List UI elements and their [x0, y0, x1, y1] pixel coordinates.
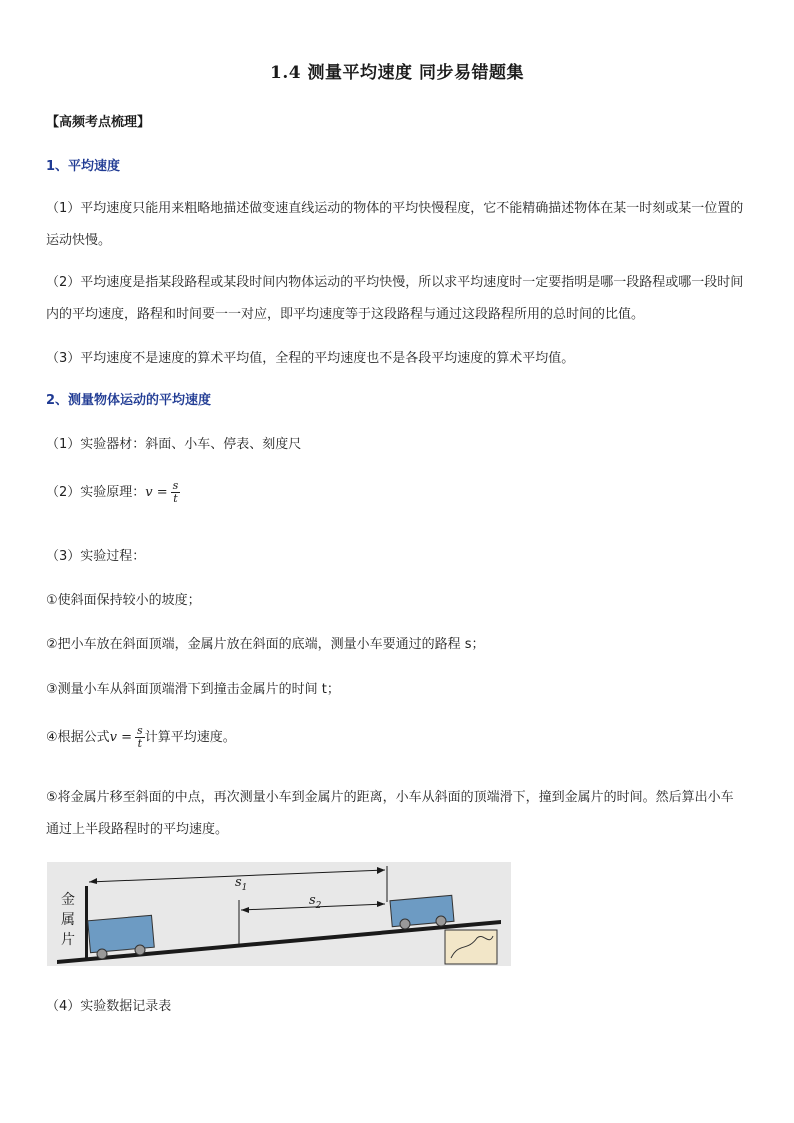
s1-arrow-right: [377, 867, 385, 874]
table-heading: （4）实验数据记录表: [46, 999, 172, 1014]
step-5: ⑤将金属片移至斜面的中点，再次测量小车到金属片的距离，小车从斜面的顶端滑下，撞到金属片的时间。然后算出小车通过上半段路程时的平均速度。: [46, 790, 734, 837]
s2-arrow-right: [377, 901, 385, 907]
s2-label: $s_2$: [309, 893, 322, 911]
support-block: [445, 930, 497, 964]
heading-measure-speed: 2、测量物体运动的平均速度: [46, 393, 212, 408]
cart-top: [390, 895, 454, 929]
paragraph-1: （1）平均速度只能用来粗略地描述做变速直线运动的物体的平均快慢程度，它不能精确描述物体在某一时刻或某一位置的运动快慢。: [46, 201, 744, 248]
principle-prefix: （2）实验原理：: [46, 485, 146, 500]
plate-label-1: 金: [61, 892, 75, 908]
paragraph-3: （3）平均速度不是速度的算术平均值，全程的平均速度也不是各段平均速度的算术平均值。: [46, 351, 575, 366]
step-4-formula-lhs: v =: [109, 730, 133, 745]
formula-denominator: t: [173, 492, 178, 505]
paragraph-2: （2）平均速度是指某段路程或某段时间内物体运动的平均快慢，所以求平均速度时一定要指明是哪一段路程或哪一段时间内的平均速度，路程和时间要一一对应，即平均速度等于这段路程与通过这段路程所用的总时间的比值。: [46, 275, 744, 322]
step-4: [46, 725, 236, 750]
s1-arrow-left: [89, 878, 97, 884]
equipment-line: （1）实验器材：斜面、小车、停表、刻度尺: [46, 437, 302, 452]
plate-label-2: 属: [61, 912, 75, 928]
step-4-formula-fraction: [135, 725, 145, 750]
page-title: 1.4 测量平均速度 同步易错题集: [270, 63, 524, 83]
heading-average-speed: 1、平均速度: [46, 159, 121, 174]
section-label: 【高频考点梳理】: [46, 115, 151, 130]
step-4-suffix: 计算平均速度。: [144, 730, 236, 745]
formula-lhs: v =: [145, 485, 168, 500]
step-4-prefix: ④根据公式: [46, 730, 110, 745]
s2-arrow-left: [241, 907, 249, 913]
incline-diagram-svg: [47, 862, 511, 966]
step-4-numerator: s: [137, 724, 143, 737]
process-line: （3）实验过程：: [46, 549, 146, 564]
principle-line: [46, 480, 180, 505]
formula-numerator: s: [172, 479, 179, 492]
plate-label-3: 片: [61, 932, 75, 948]
cart-bottom: [88, 915, 155, 959]
incline-diagram: [47, 862, 511, 966]
s1-label: $s_1$: [235, 875, 248, 893]
step-3: ③测量小车从斜面顶端滑下到撞击金属片的时间 t；: [46, 682, 340, 697]
formula-fraction: [171, 480, 181, 505]
step-1: ①使斜面保持较小的坡度；: [46, 593, 201, 608]
step-2: ②把小车放在斜面顶端，金属片放在斜面的底端，测量小车要通过的路程 s；: [46, 637, 485, 652]
step-4-denominator: t: [137, 737, 143, 750]
